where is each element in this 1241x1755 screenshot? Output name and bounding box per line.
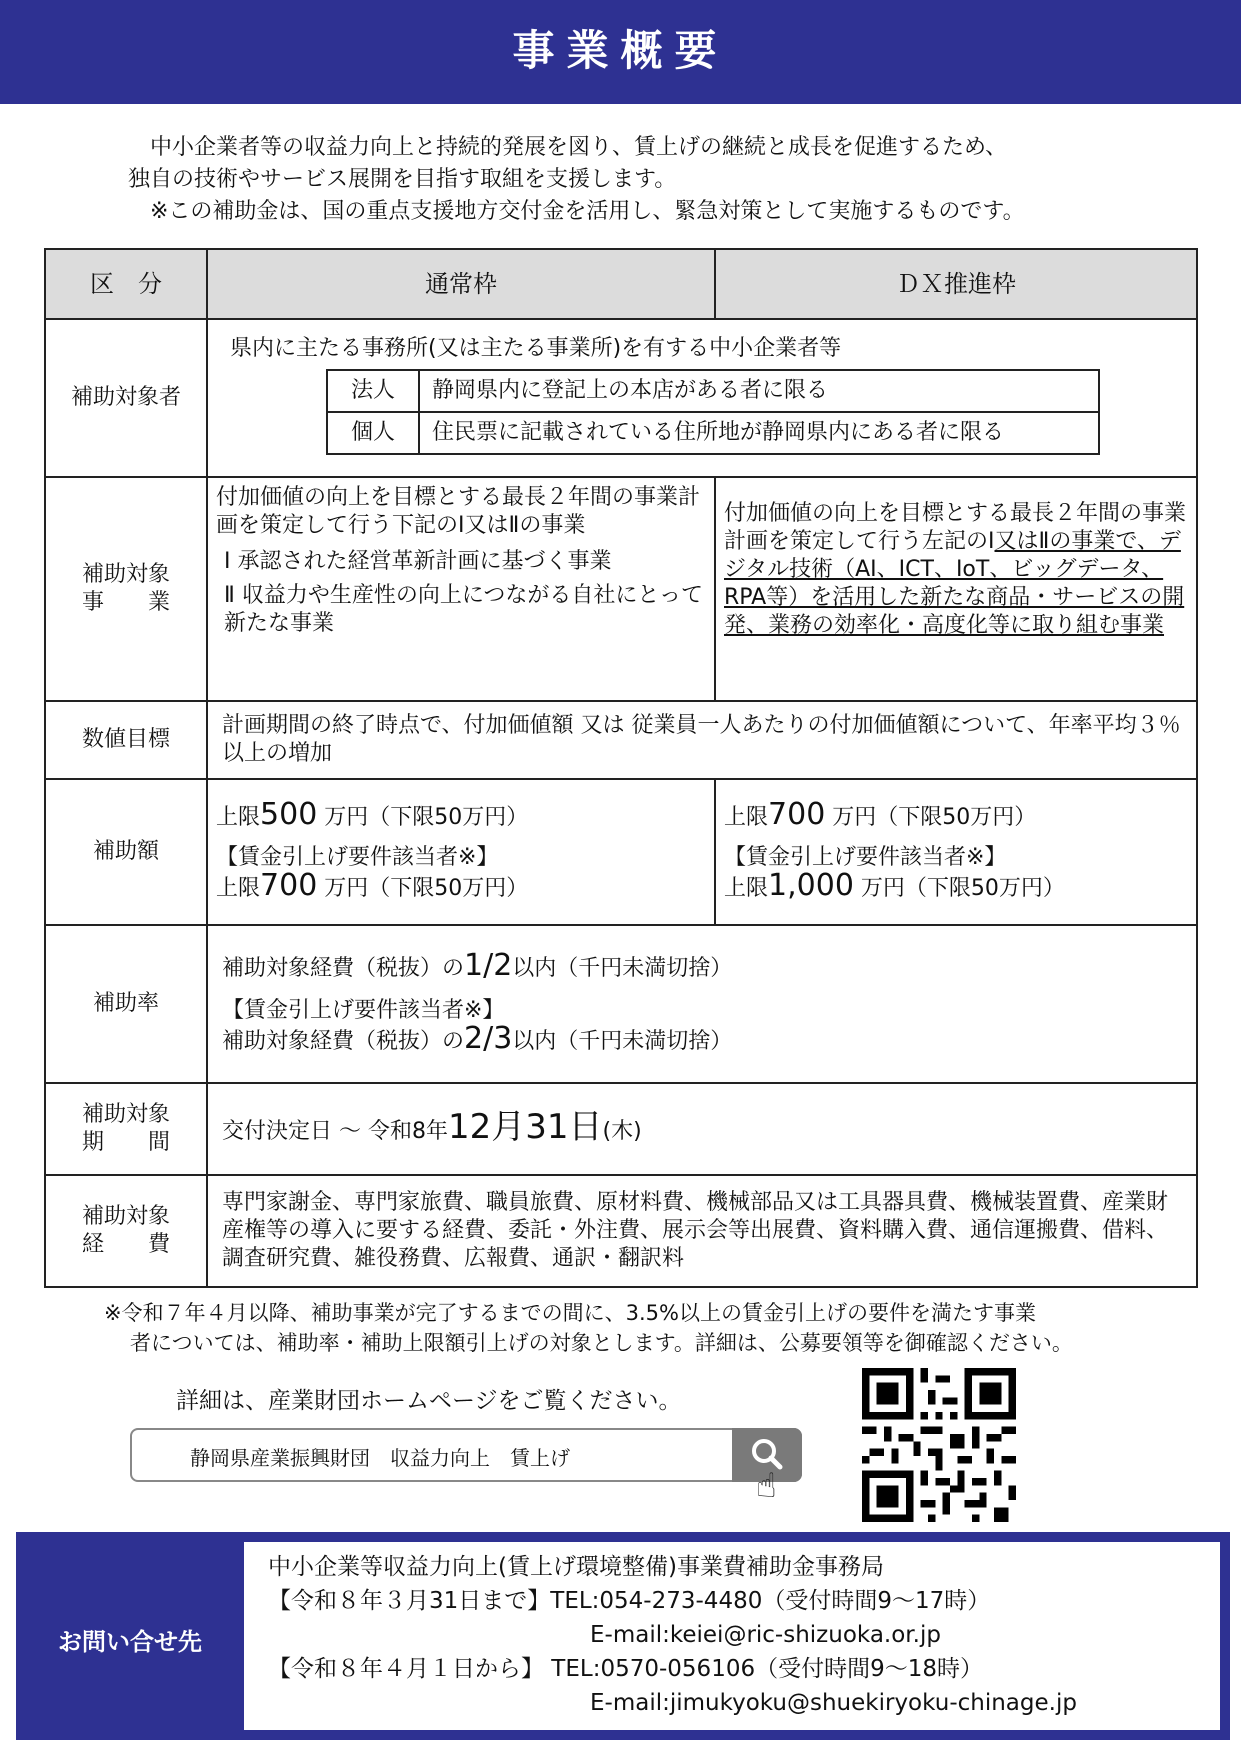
- target-label: 補助対象者: [45, 319, 207, 477]
- amount-normal: [207, 779, 715, 925]
- contact-email-2[interactable]: E-mail:jimukyoku@shuekiryoku-chinage.jp: [590, 1690, 1077, 1716]
- wage-note: 【賃金引上げ要件該当者※】: [222, 998, 505, 1023]
- period-label-2: 期 間: [81, 1130, 170, 1155]
- page-title: 事業概要: [512, 26, 729, 75]
- rate-text: 以内（千円未満切捨）: [512, 1029, 733, 1054]
- amount-unit: 万円（下限50万円）: [324, 805, 529, 830]
- target-cell: [207, 319, 1197, 477]
- period-text: 交付決定日 ～ 令和8年: [222, 1118, 448, 1144]
- intro-line: 独自の技術やサービス展開を目指す取組を支援します。: [128, 167, 677, 192]
- intro-text: [128, 132, 1138, 228]
- header-category: 区 分: [45, 249, 207, 319]
- amount-unit: 万円（下限50万円）: [860, 876, 1065, 901]
- project-label-1: 補助対象: [81, 562, 170, 587]
- expense-label-1: 補助対象: [81, 1204, 170, 1229]
- rate-value: 1/2: [464, 948, 513, 983]
- amount-prefix: 上限: [724, 805, 769, 830]
- rate-text: 以内（千円未満切捨）: [512, 956, 733, 981]
- project-normal: [207, 477, 715, 701]
- footnote-line: 者については、補助率・補助上限額引上げの対象とします。詳細は、公募要領等を御確認ください。: [130, 1331, 1073, 1355]
- project-dx: [715, 477, 1197, 701]
- expense-label-2: 経 費: [81, 1232, 170, 1257]
- amount-value: 500: [260, 797, 318, 832]
- project-dx-text: 付加価値の向上を目標とする最長２年間の事業計画を策定して行う左記のⅠ: [724, 501, 1187, 554]
- wage-note: 【賃金引上げ要件該当者※】: [216, 845, 499, 870]
- header-normal: 通常枠: [207, 249, 715, 319]
- contact-label: お問い合せ先: [58, 1628, 202, 1656]
- indiv-key: 個人: [327, 412, 419, 454]
- project-item-1: Ⅰ 承認された経営革新計画に基づく事業: [224, 549, 612, 574]
- corp-key: 法人: [327, 370, 419, 412]
- goal-text: 計画期間の終了時点で、付加価値額 又は 従業員一人あたりの付加価値額について、年率平均３％以上の増加: [207, 701, 1197, 779]
- project-item-2: Ⅱ 収益力や生産性の向上につながる自社にとって新たな事業: [224, 583, 703, 636]
- project-label-2: 事 業: [81, 590, 170, 615]
- rate-value: 2/3: [464, 1021, 513, 1056]
- expense-label: [45, 1175, 207, 1287]
- wage-note: 【賃金引上げ要件該当者※】: [724, 845, 1007, 870]
- amount-prefix: 上限: [724, 876, 769, 901]
- period-weekday: (木): [602, 1118, 642, 1144]
- search-box[interactable]: [130, 1428, 802, 1482]
- period-date: 12月31日: [447, 1106, 603, 1147]
- rate-label: 補助率: [45, 925, 207, 1083]
- goal-label: 数値目標: [45, 701, 207, 779]
- contact-box: [244, 1542, 1220, 1730]
- contact-line-1: 【令和８年３月31日まで】TEL:054-273-4480（受付時間9～17時）: [268, 1588, 991, 1614]
- footnote-line: ※令和７年４月以降、補助事業が完了するまでの間に、3.5%以上の賃金引上げの要件を満たす事業: [104, 1301, 1036, 1325]
- target-subtable: [326, 369, 1100, 455]
- amount-value: 700: [768, 797, 826, 832]
- indiv-value: 住民票に記載されている住所地が静岡県内にある者に限る: [419, 412, 1099, 454]
- period-label-1: 補助対象: [81, 1102, 170, 1127]
- office-name: 中小企業等収益力向上(賃上げ環境整備)事業費補助金事務局: [268, 1554, 884, 1580]
- footnote: [104, 1298, 1164, 1358]
- target-text: 県内に主たる事務所(又は主たる事業所)を有する中小企業者等: [230, 336, 842, 361]
- amount-dx: [715, 779, 1197, 925]
- expense-text: 専門家謝金、専門家旅費、職員旅費、原材料費、機械部品又は工具器具費、機械装置費、産業財産権等の導入に要する経費、委託・外注費、展示会等出展費、資料購入費、通信運搬費、借料、調査研究費、雑役務費、広報費、通訳・翻訳料: [207, 1175, 1197, 1287]
- rate-text: 補助対象経費（税抜）の: [222, 956, 465, 981]
- search-query[interactable]: 静岡県産業振興財団 収益力向上 賃上げ: [190, 1446, 570, 1470]
- corp-value: 静岡県内に登記上の本店がある者に限る: [419, 370, 1099, 412]
- rate-cell: [207, 925, 1197, 1083]
- pointer-hand-icon: ☝: [756, 1466, 777, 1506]
- project-normal-text: 付加価値の向上を目標とする最長２年間の事業計画を策定して行う下記のⅠ又はⅡの事業: [216, 485, 701, 538]
- amount-label: 補助額: [45, 779, 207, 925]
- qr-code[interactable]: [862, 1368, 1016, 1522]
- amount-unit: 万円（下限50万円）: [324, 876, 529, 901]
- period-label: [45, 1083, 207, 1175]
- amount-prefix: 上限: [216, 876, 261, 901]
- header-dx: ＤＸ推進枠: [715, 249, 1197, 319]
- amount-value: 700: [260, 868, 318, 903]
- amount-prefix: 上限: [216, 805, 261, 830]
- amount-value: 1,000: [768, 868, 854, 903]
- period-cell: [207, 1083, 1197, 1175]
- header-bar: [0, 0, 1241, 104]
- project-label: [45, 477, 207, 701]
- contact-line-2: 【令和８年４月１日から】 TEL:0570-056106（受付時間9～18時）: [268, 1656, 983, 1682]
- contact-email-1[interactable]: E-mail:keiei@ric-shizuoka.or.jp: [590, 1622, 941, 1648]
- intro-line: 中小企業者等の収益力向上と持続的発展を図り、賃上げの継続と成長を促進するため、: [150, 135, 1008, 160]
- contact-footer: [16, 1532, 1230, 1740]
- project-dx-underlined: 又はⅡの事業で、デジタル技術（AI、ICT、IoT、ビッグデータ、RPA等）を活用した新たな商品・サービスの開発、業務の効率化・高度化等に取り組む事業: [724, 529, 1185, 638]
- rate-text: 補助対象経費（税抜）の: [222, 1029, 465, 1054]
- detail-text: 詳細は、産業財団ホームページをご覧ください。: [176, 1388, 682, 1414]
- intro-note: ※この補助金は、国の重点支援地方交付金を活用し、緊急対策として実施するものです。: [150, 199, 1025, 224]
- amount-unit: 万円（下限50万円）: [832, 805, 1037, 830]
- overview-table: [44, 248, 1198, 1288]
